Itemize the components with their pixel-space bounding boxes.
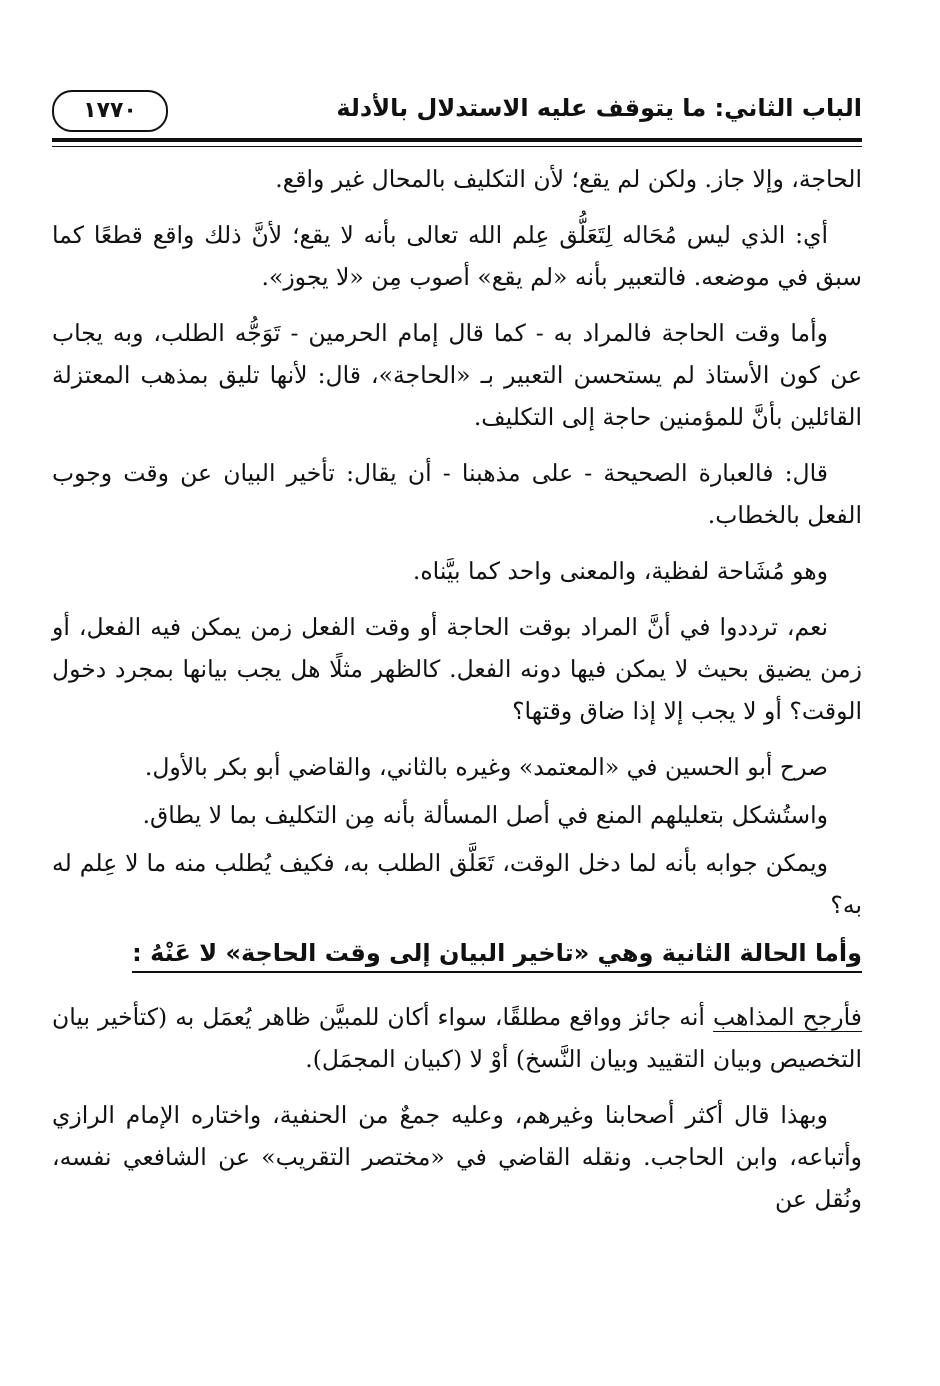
paragraph-6: نعم، ترددوا في أنَّ المراد بوقت الحاجة أو وقت الفعل زمن يمكن فيه الفعل، أو زمن يضيق بحيث لا يمكن فيها دونه الفعل. كالظهر مثلًا هل يجب بيانها بمجرد دخول الوقت؟ أو لا يجب إلا إذا ضاق وقتها؟: [52, 613, 862, 725]
header-rule-thick: [52, 138, 862, 142]
paragraph-4: قال: فالعبارة الصحيحة - على مذهبنا - أن يقال: تأخير البيان عن وقت وجوب الفعل بالخطاب.: [52, 459, 862, 529]
chapter-title: الباب الثاني: ما يتوقف عليه الاستدلال بالأدلة: [336, 94, 862, 122]
header-rule-thin: [52, 146, 862, 147]
body-text: [52, 158, 862, 1234]
paragraph-3: وأما وقت الحاجة فالمراد به - كما قال إمام الحرمين - تَوَجُّه الطلب، وبه يجاب عن كون الأستاذ لم يستحسن التعبير بـ «الحاجة»، قال: لأنها تليق بمذهب المعتزلة القائلين بأنَّ للمؤمنين حاجة إلى التكليف.: [52, 319, 862, 431]
paragraph-2: أي: الذي ليس مُحَاله لِتَعَلُّق عِلم الله تعالى بأنه لا يقع؛ لأنَّ ذلك واقع قطعًا كما سبق في موضعه. فالتعبير بأنه «لم يقع» أصوب مِن «لا يجوز».: [52, 221, 862, 291]
page-number-badge: ١٧٧٠: [52, 90, 168, 132]
paragraph-8: واستُشكل بتعليلهم المنع في أصل المسألة بأنه مِن التكليف بما لا يطاق.: [142, 801, 828, 829]
section-subheading: [52, 932, 862, 974]
underlined-lead: فأرجح المذاهب: [712, 1003, 862, 1031]
paragraph-10: [52, 996, 862, 1080]
paragraph-11: وبهذا قال أكثر أصحابنا وغيرهم، وعليه جمعٌ من الحنفية، واختاره الإمام الرازي وأتباعه، وابن الحاجب. ونقله القاضي في «مختصر التقريب» عن الشافعي نفسه، ونُقل عن: [52, 1101, 862, 1213]
paragraph-5: وهو مُشَاحة لفظية، والمعنى واحد كما بيَّناه.: [412, 557, 828, 585]
paragraph-10-rest: أنه جائز وواقع مطلقًا، سواء أكان للمبيَّن ظاهر يُعمَل به (كتأخير بيان التخصيص وبيان التقييد وبيان النَّسخ) أوْ لا (كبيان المجمَل).: [52, 1003, 862, 1073]
paragraph-9: ويمكن جوابه بأنه لما دخل الوقت، تَعَلَّق الطلب به، فكيف يُطلب منه ما لا عِلم له به؟: [52, 849, 862, 919]
paragraph-1: الحاجة، وإلا جاز. ولكن لم يقع؛ لأن التكليف بالمحال غير واقع.: [275, 165, 862, 193]
subheading-text: وأما الحالة الثانية وهي «تاخير البيان إلى وقت الحاجة» لا عَنْهُ :: [132, 939, 862, 973]
page-header: [52, 88, 862, 136]
paragraph-7: صرح أبو الحسين في «المعتمد» وغيره بالثاني، والقاضي أبو بكر بالأول.: [144, 753, 828, 781]
